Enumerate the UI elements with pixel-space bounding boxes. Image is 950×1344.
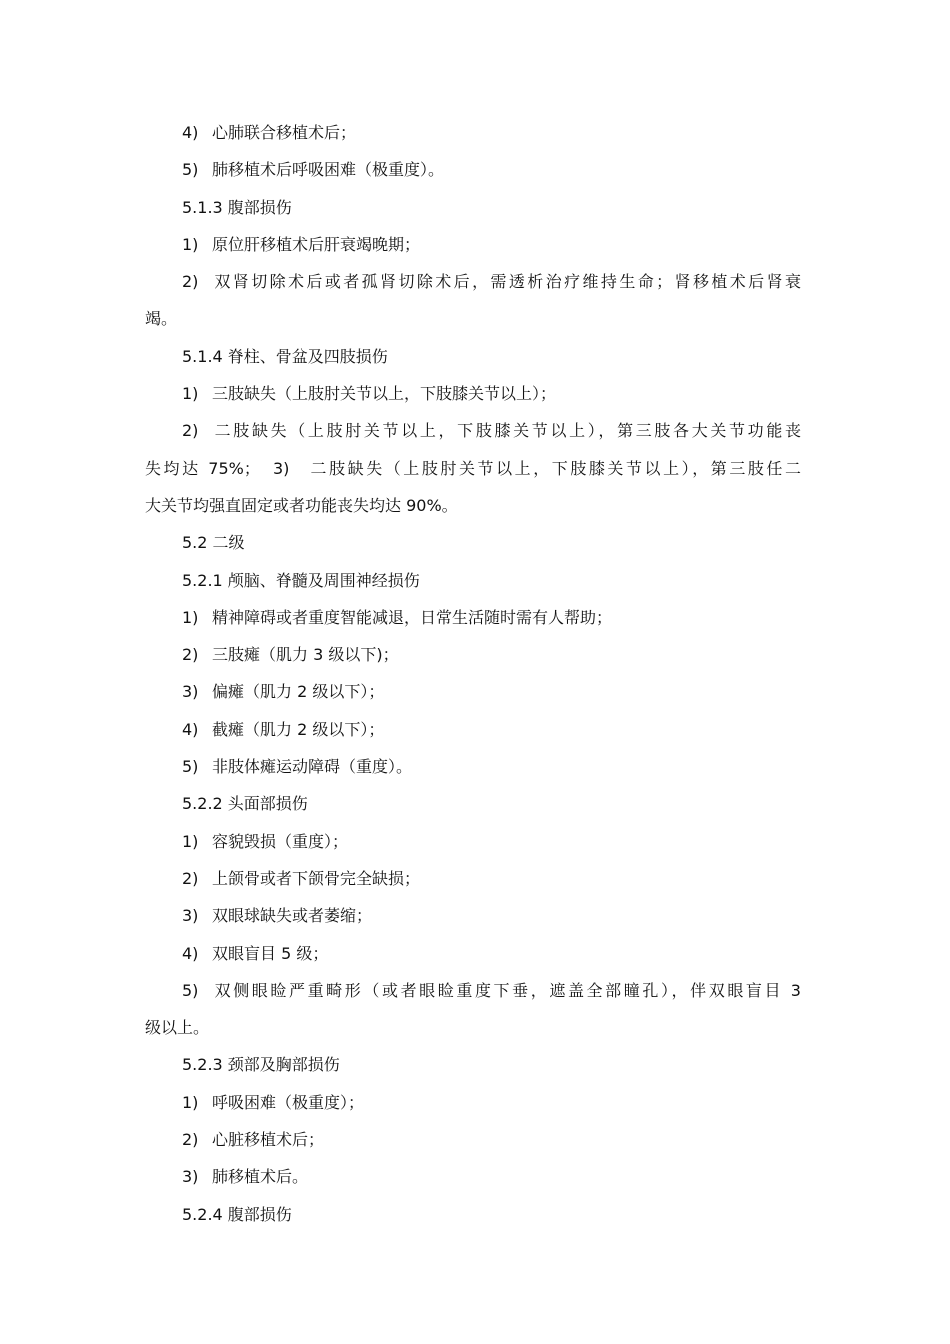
document-body <box>145 114 801 1233</box>
item-text: 三肢缺失（上肢肘关节以上，下肢膝关节以上）； <box>212 384 557 404</box>
item-number: 2) <box>182 1130 199 1150</box>
list-item <box>145 1084 801 1121</box>
item-number: 1) <box>182 1092 199 1112</box>
item-text: 肺移植术后。 <box>212 1167 309 1187</box>
list-item <box>145 636 801 673</box>
item-text: 双侧眼睑严重畸形（或者眼睑重度下垂，遮盖全部瞳孔），伴双眼盲目 3 <box>212 980 801 1000</box>
item-number: 1) <box>182 607 199 627</box>
list-item <box>145 860 801 897</box>
item-number: 5) <box>182 980 199 1000</box>
list-item <box>145 748 801 785</box>
list-item <box>145 263 801 300</box>
list-item <box>145 375 801 412</box>
item-number: 3) <box>182 682 199 702</box>
list-item <box>145 226 801 263</box>
list-item <box>145 711 801 748</box>
section-heading: 5.1.3 腹部损伤 <box>182 197 292 217</box>
section-heading: 5.2.3 颈部及胸部损伤 <box>182 1055 340 1075</box>
item-number: 1) <box>182 384 199 404</box>
item-text: 容貌毁损（重度）； <box>212 831 349 851</box>
section-heading: 5.2.1 颅脑、脊髓及周围神经损伤 <box>182 570 420 590</box>
item-number: 2) <box>182 868 199 888</box>
item-text: 三肢瘫（肌力 3 级以下)； <box>212 645 399 665</box>
item-text: 心肺联合移植术后； <box>212 123 357 142</box>
item-number: 3) <box>182 1167 199 1187</box>
list-item <box>145 599 801 636</box>
item-text: 心脏移植术后； <box>212 1130 325 1150</box>
item-number: 4) <box>182 123 199 142</box>
item-number: 1) <box>182 831 199 851</box>
list-item <box>145 114 801 151</box>
item-text: 呼吸困难（极重度）； <box>212 1092 365 1112</box>
list-item <box>145 935 801 972</box>
list-item <box>145 1158 801 1195</box>
paragraph-continuation: 大关节均强直固定或者功能丧失均达 90%。 <box>145 495 458 515</box>
paragraph-continuation: 级以上。 <box>145 1018 210 1038</box>
paragraph-continuation: 失均达 75%； 3) 二肢缺失（上肢肘关节以上，下肢膝关节以上），第三肢任二 <box>145 458 801 478</box>
list-item <box>145 412 801 449</box>
item-text: 截瘫（肌力 2 级以下）； <box>212 719 385 739</box>
item-text: 非肢体瘫运动障碍（重度）。 <box>212 757 413 777</box>
list-item <box>145 897 801 934</box>
item-number: 2) <box>182 272 199 292</box>
section-heading: 5.2.4 腹部损伤 <box>182 1204 292 1224</box>
list-item <box>145 823 801 860</box>
item-number: 4) <box>182 943 199 963</box>
item-text: 双眼球缺失或者萎缩； <box>212 906 373 926</box>
list-item <box>145 673 801 710</box>
section-heading: 5.2.2 头面部损伤 <box>182 794 308 814</box>
item-number: 4) <box>182 719 199 739</box>
item-text: 原位肝移植术后肝衰竭晚期； <box>212 234 421 254</box>
item-number: 5) <box>182 160 199 180</box>
item-number: 1) <box>182 234 199 254</box>
item-number: 2) <box>182 421 199 441</box>
item-text: 精神障碍或者重度智能减退，日常生活随时需有人帮助； <box>212 607 613 627</box>
item-number: 2) <box>182 645 199 665</box>
item-text: 偏瘫（肌力 2 级以下）； <box>212 682 385 702</box>
item-text: 二肢缺失（上肢肘关节以上，下肢膝关节以上），第三肢各大关节功能丧 <box>212 421 801 441</box>
item-text: 上颌骨或者下颌骨完全缺损； <box>212 868 421 888</box>
item-number: 5) <box>182 757 199 777</box>
item-text: 双眼盲目 5 级； <box>212 943 329 963</box>
list-item <box>145 1121 801 1158</box>
section-heading: 5.1.4 脊柱、骨盆及四肢损伤 <box>182 346 388 366</box>
paragraph-continuation: 竭。 <box>145 309 178 329</box>
list-item <box>145 972 801 1009</box>
section-heading: 5.2 二级 <box>182 533 245 553</box>
item-text: 双肾切除术后或者孤肾切除术后，需透析治疗维持生命；肾移植术后肾衰 <box>212 272 801 292</box>
list-item <box>145 151 801 188</box>
item-text: 肺移植术后呼吸困难（极重度）。 <box>212 160 445 180</box>
item-number: 3) <box>182 906 199 926</box>
